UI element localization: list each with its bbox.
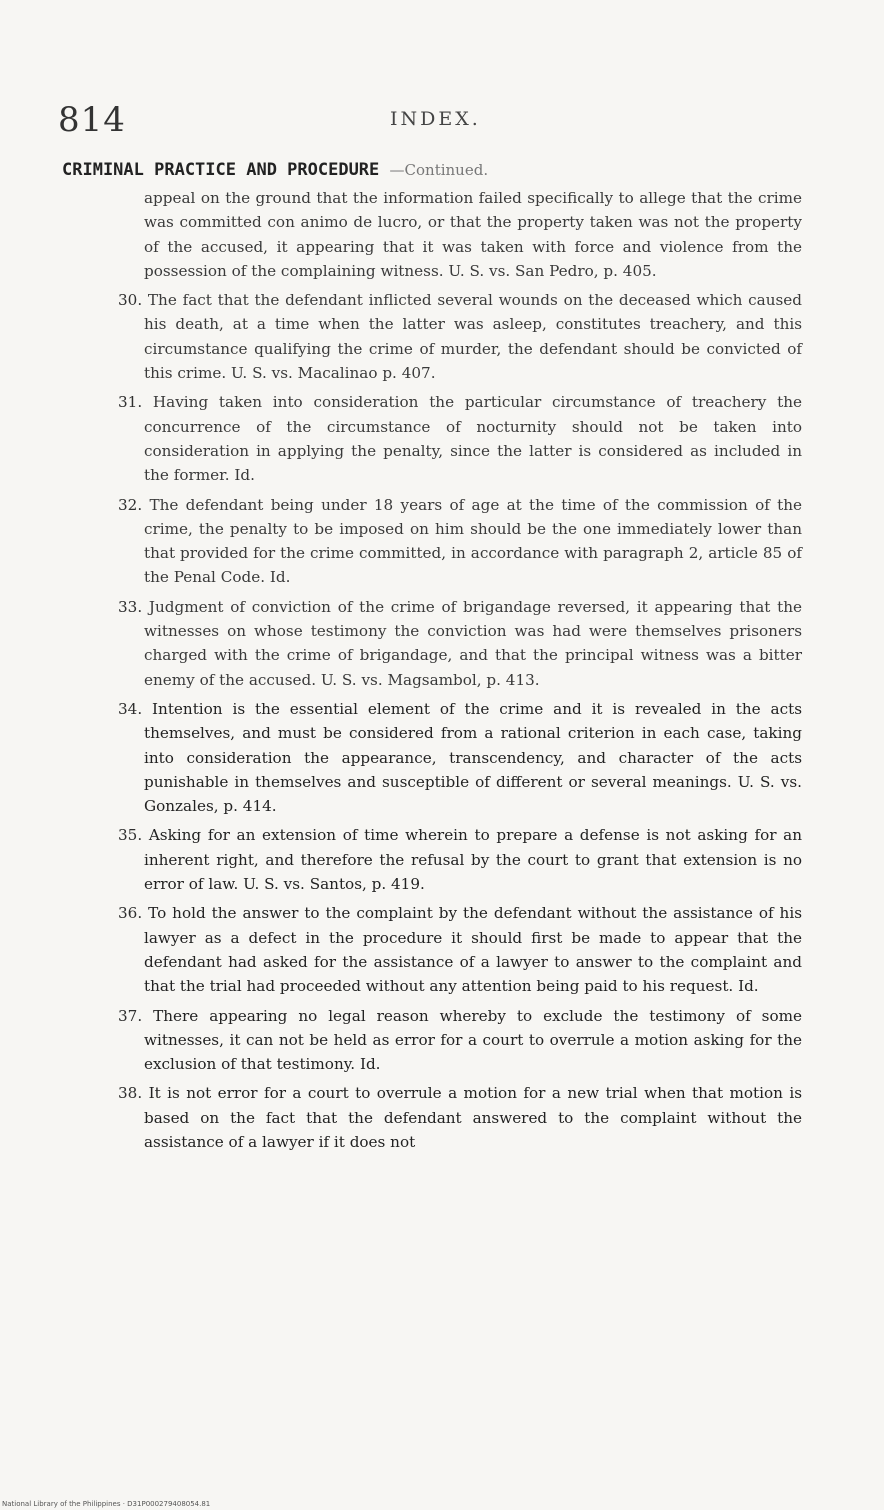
index-entry bbox=[118, 823, 802, 896]
entry-text: Intention is the essential element of the crime and it is revealed in the acts themselves, and must be considered from a rational criterion in each case, taking into consideration the appearance, transcendency, and character of the acts punishable in themselves and susceptible of different or several meanings. U. S. vs. Gonzales, p. 414. bbox=[144, 699, 803, 816]
entry-text: The fact that the defendant inflicted several wounds on the deceased which caused his death, at a time when the latter was asleep, constitutes treachery, and this circumstance qualifying the crime of murder, the defendant should be convicted of this crime. U. S. vs. Macalinao p. 407. bbox=[144, 291, 802, 383]
entry-number: 37. bbox=[118, 1006, 143, 1025]
running-head: INDEX. bbox=[390, 108, 481, 130]
entry-text: There appearing no legal reason whereby to exclude the testimony of some witnesses, it can not be held as error for a court to overrule a motion asking for the exclusion of that testimony. Id. bbox=[144, 1006, 802, 1074]
footer-credit: National Library of the Philippines · D31P000279408054.81 bbox=[2, 1500, 211, 1508]
index-entry bbox=[118, 186, 802, 283]
entry-text: appeal on the ground that the information failed specifically to allege that the crime was committed con animo de lucro, or that the property taken was not the property of the accused, it appearing that it was taken with force and violence from the possession of the complaining witness. U. S. vs. San Pedro, p. 405. bbox=[144, 189, 802, 280]
index-entry bbox=[118, 697, 802, 818]
index-entry bbox=[118, 1004, 802, 1077]
section-title: CRIMINAL PRACTICE AND PROCEDURE bbox=[62, 160, 380, 180]
entry-number: 31. bbox=[118, 393, 143, 412]
entry-number: 35. bbox=[118, 826, 143, 845]
entry-text: It is not error for a court to overrule a motion for a new trial when that motion is based on the fact that the defendant answered to the complaint without the assistance of a lawyer if it does not bbox=[144, 1084, 803, 1151]
section-continued: —Continued. bbox=[389, 161, 489, 179]
page-number: 814 bbox=[58, 100, 126, 140]
entry-text: Asking for an extension of time wherein to prepare a defense is not asking for an inherent right, and therefore the refusal by the court to grant that extension is no error of law. U. S. vs. Santos, p. 419. bbox=[144, 826, 802, 894]
index-entry bbox=[118, 390, 802, 487]
entry-text: Having taken into consideration the particular circumstance of treachery the concurrence of the circumstance of nocturnity should not be taken into consideration in applying the penalty, since the latter is considered as included in the former. Id. bbox=[144, 393, 802, 485]
entry-number: 34. bbox=[118, 699, 143, 718]
index-entry bbox=[118, 1081, 802, 1154]
entry-number: 38. bbox=[118, 1084, 143, 1103]
entry-text: To hold the answer to the complaint by the defendant without the assistance of his lawyer as a defect in the procedure it should first be made to appear that the defendant had asked for the assistance of a lawyer to answer to the complaint and that the trial had proceeded without any attention being paid to his request. Id. bbox=[144, 904, 802, 996]
entry-number: 32. bbox=[118, 495, 143, 514]
index-entry bbox=[118, 288, 802, 385]
entry-text: The defendant being under 18 years of age at the time of the commission of the crime, the penalty to be imposed on him should be the one immediately lower than that provided for the crime committed, in accordance with paragraph 2, article 85 of the Penal Code. Id. bbox=[144, 495, 803, 587]
index-entries bbox=[118, 186, 802, 1159]
entry-number: 36. bbox=[118, 904, 143, 923]
entry-number: 30. bbox=[118, 291, 143, 310]
entry-number: 33. bbox=[118, 597, 143, 616]
entry-text: Judgment of conviction of the crime of brigandage reversed, it appearing that the witnesses on whose testimony the conviction was had were themselves prisoners charged with the crime of brigandage, and that the principal witness was a bitter enemy of the accused. U. S. vs. Magsambol, p. 413. bbox=[144, 597, 802, 689]
index-entry bbox=[118, 493, 802, 590]
index-entry bbox=[118, 595, 802, 692]
index-entry bbox=[118, 901, 802, 998]
section-heading bbox=[62, 160, 488, 180]
